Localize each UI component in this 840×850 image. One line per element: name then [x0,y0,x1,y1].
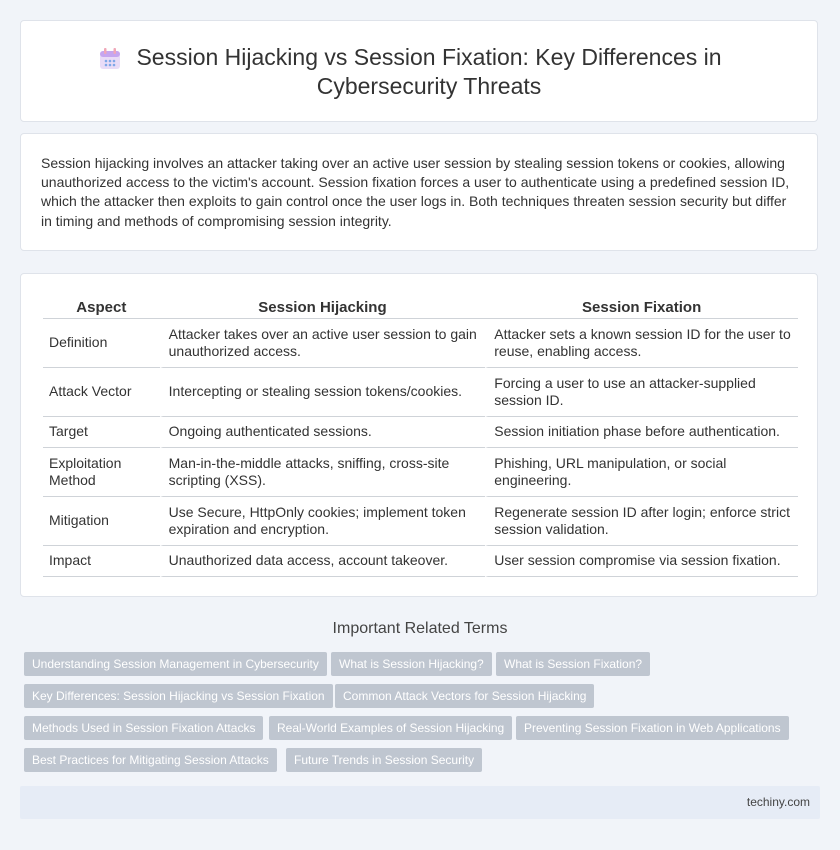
table-row [43,417,798,448]
header-card [20,20,818,122]
related-term-tag[interactable]: What is Session Fixation? [496,652,650,676]
related-term-tag[interactable]: Best Practices for Mitigating Session Attacks [24,748,277,772]
related-terms-heading: Important Related Terms [332,620,508,637]
related-term-tag[interactable]: Key Differences: Session Hijacking vs Session Fixation [24,684,333,708]
table-cell: Forcing a user to use an attacker-supplied session ID. [485,368,798,417]
table-cell: Unauthorized data access, account takeover. [160,546,486,577]
table-row [43,368,798,417]
table-cell: Exploitation Method [43,448,160,497]
related-term-tag[interactable]: Understanding Session Management in Cybersecurity [24,652,327,676]
table-cell: Attacker takes over an active user session to gain unauthorized access. [160,319,486,368]
page-title: Session Hijacking vs Session Fixation: Key Differences in Cybersecurity Threats [136,44,722,99]
table-cell: Use Secure, HttpOnly cookies; implement token expiration and encryption. [160,497,486,546]
comparison-table-card [20,273,818,597]
table-header-row [43,296,798,319]
table-row [43,497,798,546]
table-cell: Man-in-the-middle attacks, sniffing, cross-site scripting (XSS). [160,448,486,497]
intro-paragraph: Session hijacking involves an attacker taking over an active user session by stealing session tokens or cookies, allowing unauthorized access to the victim's account. Session fixation forces a user to authenticate using a predefined session ID, which the attacker then exploits to gain control once the user logs in. Both techniques threaten session security but differ in timing and methods of compromising session integrity. [41,155,790,229]
table-cell: Attack Vector [43,368,160,417]
column-header-hijacking: Session Hijacking [160,296,486,319]
table-cell: User session compromise via session fixation. [485,546,798,577]
table-cell: Session initiation phase before authentication. [485,417,798,448]
table-cell: Phishing, URL manipulation, or social engineering. [485,448,798,497]
related-term-tag[interactable]: What is Session Hijacking? [331,652,492,676]
related-term-tag[interactable]: Preventing Session Fixation in Web Applications [516,716,789,740]
intro-card [20,133,818,251]
table-cell: Intercepting or stealing session tokens/cookies. [160,368,486,417]
table-row [43,546,798,577]
table-cell: Definition [43,319,160,368]
table-cell: Regenerate session ID after login; enforce strict session validation. [485,497,798,546]
table-row [43,448,798,497]
comparison-table [43,296,798,577]
table-cell: Mitigation [43,497,160,546]
related-term-tag[interactable]: Methods Used in Session Fixation Attacks [24,716,263,740]
table-cell: Impact [43,546,160,577]
site-credit[interactable]: techiny.com [746,795,810,809]
table-cell: Attacker sets a known session ID for the user to reuse, enabling access. [485,319,798,368]
table-cell: Ongoing authenticated sessions. [160,417,486,448]
table-row [43,319,798,368]
footer [20,786,820,819]
column-header-fixation: Session Fixation [485,296,798,319]
related-term-tag[interactable]: Common Attack Vectors for Session Hijacking [335,684,594,708]
column-header-aspect: Aspect [43,296,160,319]
table-cell: Target [43,417,160,448]
related-term-tag[interactable]: Real-World Examples of Session Hijacking [269,716,512,740]
related-term-tag[interactable]: Future Trends in Session Security [286,748,482,772]
